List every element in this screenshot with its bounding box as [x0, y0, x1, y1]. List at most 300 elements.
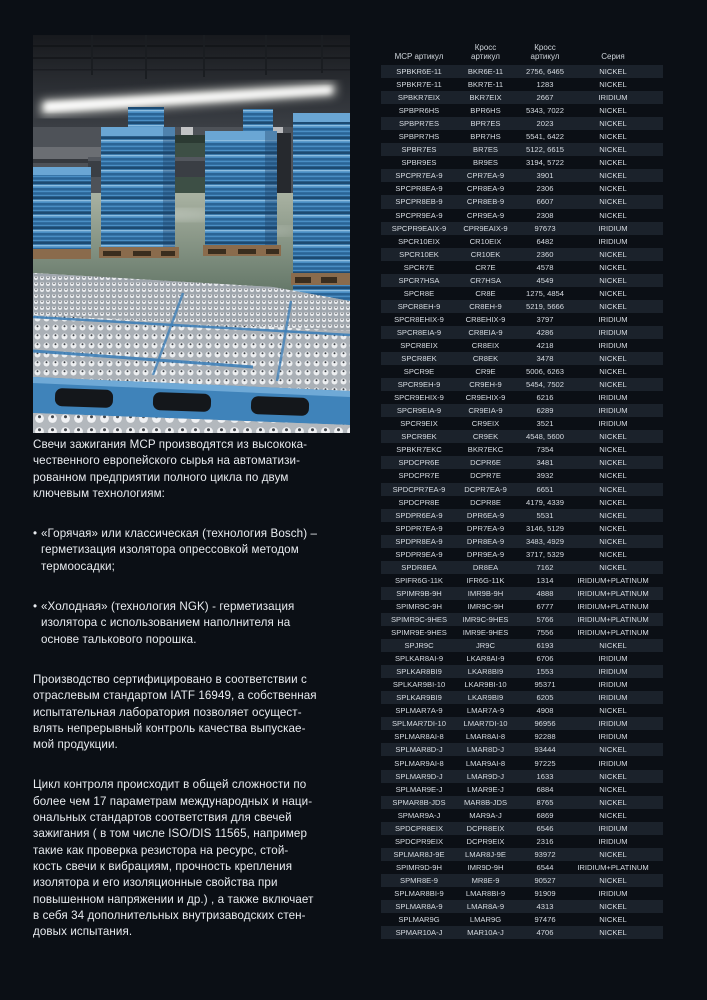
cell-cross-articul-2: 93444 [534, 745, 556, 755]
cell-mcp-articul: SPCR9EHIX-9 [394, 393, 444, 403]
cell-cross-articul-2: 6651 [536, 484, 554, 494]
cell-cross-articul-2: 3481 [536, 458, 554, 468]
cell-seriya: NICKEL [599, 171, 627, 181]
cell-mcp-articul: SPDCPR9EIX [394, 836, 444, 846]
table-row [381, 496, 663, 509]
table-row [381, 378, 663, 391]
cell-cross-articul-1: BKR7E-11 [467, 80, 504, 90]
cell-mcp-articul: SPLMAR8AI-8 [394, 732, 444, 742]
cell-seriya: NICKEL [599, 354, 627, 364]
cell-cross-articul-2: 4218 [536, 341, 554, 350]
cell-cross-articul-1: LMAR8D-J [466, 745, 505, 755]
cell-cross-articul-1: DCPR7EA-9 [464, 484, 507, 494]
cell-mcp-articul: SPLMAR8A-9 [395, 902, 443, 912]
cell-seriya: IRIDIUM [598, 93, 628, 103]
cell-cross-articul-2: 90527 [534, 875, 556, 885]
table-row [381, 104, 663, 117]
cell-seriya: NICKEL [599, 784, 627, 794]
cell-seriya: IRIDIUM [598, 419, 628, 429]
cell-cross-articul-2: 3483, 4929 [525, 536, 564, 546]
cell-seriya: IRIDIUM [598, 314, 628, 324]
table-row [381, 404, 663, 417]
cell-mcp-articul: SPBKR7EIX [397, 93, 441, 103]
cell-cross-articul-1: DR8EA [472, 562, 499, 572]
table-row [381, 796, 663, 809]
cell-cross-articul-2: 7162 [536, 562, 554, 572]
cell-cross-articul-2: 3932 [536, 471, 554, 481]
cell-seriya: IRIDIUM+PLATINUM [577, 614, 649, 624]
paragraph [33, 672, 369, 753]
cell-mcp-articul: SPCR8E [403, 288, 435, 298]
cell-seriya: NICKEL [599, 484, 627, 494]
cell-seriya: IRIDIUM+PLATINUM [577, 575, 649, 585]
cell-cross-articul-2: 4578 [536, 262, 554, 272]
cell-seriya: IRIDIUM+PLATINUM [577, 862, 649, 872]
cell-cross-articul-1: CR8E [475, 288, 496, 298]
cell-cross-articul-1: BR9ES [473, 158, 498, 168]
table-row [381, 770, 663, 783]
table-row [381, 613, 663, 626]
cell-cross-articul-1: IFR6G-11K [466, 575, 505, 585]
cell-seriya: NICKEL [599, 523, 627, 533]
table-row [381, 469, 663, 482]
cell-cross-articul-2: 97476 [534, 915, 556, 925]
cell-seriya: IRIDIUM [598, 667, 628, 677]
cell-seriya: NICKEL [599, 197, 627, 207]
cell-cross-articul-2: 4908 [536, 706, 554, 716]
cell-cross-articul-1: CR9EH-9 [469, 380, 502, 390]
cell-seriya: NICKEL [599, 458, 627, 468]
cell-cross-articul-1: CR8EK [472, 354, 499, 364]
cell-cross-articul-2: 2316 [536, 836, 554, 846]
cell-cross-articul-2: 6777 [536, 601, 554, 611]
cell-cross-articul-1: CPR9EA-9 [466, 210, 505, 220]
cell-cross-articul-2: 3717, 5329 [525, 549, 564, 559]
table-row [381, 235, 663, 248]
table-row [381, 652, 663, 665]
table-row [381, 209, 663, 222]
table-row [381, 91, 663, 104]
cell-mcp-articul: SPCR10EK [399, 249, 439, 259]
cell-mcp-articul: SPCR9EH-9 [397, 380, 441, 390]
cell-seriya: NICKEL [599, 915, 627, 925]
cell-seriya: NICKEL [599, 641, 627, 651]
cell-mcp-articul: SPCR7E [403, 262, 435, 272]
cell-seriya: NICKEL [599, 771, 627, 781]
table-row [381, 456, 663, 469]
cell-cross-articul-2: 6884 [536, 784, 554, 794]
cell-cross-articul-2: 5454, 7502 [525, 380, 564, 390]
table-row [381, 548, 663, 561]
cell-seriya: IRIDIUM+PLATINUM [577, 588, 649, 598]
cell-mcp-articul: SPDCPR8E [398, 497, 440, 507]
cell-mcp-articul: SPMAR8B-JDS [392, 797, 446, 807]
cell-mcp-articul: SPBKR7E-11 [396, 80, 442, 90]
table-row [381, 65, 663, 78]
cell-mcp-articul: SPLMAR8J-9E [393, 849, 445, 859]
cell-cross-articul-2: 2308 [536, 210, 554, 220]
bullet-paragraph [33, 526, 369, 575]
table-row [381, 430, 663, 443]
cell-seriya: IRIDIUM [598, 654, 628, 664]
cell-mcp-articul: SPLMAR9E-J [395, 784, 443, 794]
cell-seriya: NICKEL [599, 745, 627, 755]
cell-seriya: IRIDIUM [598, 836, 628, 846]
table-row [381, 756, 663, 769]
table-row [381, 561, 663, 574]
cell-mcp-articul: SPJR9C [404, 641, 434, 651]
cell-seriya: NICKEL [599, 928, 627, 938]
cell-cross-articul-1: CR8EHIX-9 [465, 314, 506, 324]
cell-seriya: IRIDIUM [598, 680, 628, 690]
cell-mcp-articul: SPBPR7HS [398, 132, 440, 142]
cell-cross-articul-2: 5541, 6422 [525, 132, 564, 142]
cell-cross-articul-2: 6544 [536, 862, 554, 872]
cell-seriya: IRIDIUM [598, 758, 628, 768]
table-row [381, 600, 663, 613]
table-row [381, 417, 663, 430]
cell-cross-articul-1: MAR9A-J [469, 810, 502, 820]
cell-cross-articul-1: LKAR8AI-9 [466, 654, 505, 664]
cell-mcp-articul: SPCR8EH-9 [397, 301, 441, 311]
cell-cross-articul-1: DCPR8E [470, 497, 501, 507]
cell-cross-articul-1: LKAR9BI9 [467, 693, 504, 703]
cell-cross-articul-2: 4313 [536, 902, 554, 912]
cell-mcp-articul: SPLMAR8BI-9 [394, 888, 444, 898]
cell-mcp-articul: SPIMR9E-9HES [391, 628, 447, 638]
table-row [381, 391, 663, 404]
cell-cross-articul-1: CPR8EA-9 [466, 184, 505, 194]
cell-seriya: NICKEL [599, 158, 627, 168]
table-row [381, 300, 663, 313]
cell-cross-articul-2: 6706 [536, 654, 554, 664]
cell-mcp-articul: SPLKAR9BI9 [396, 693, 442, 703]
cell-mcp-articul: SPCPR9EA-9 [395, 210, 443, 220]
cell-cross-articul-1: LKAR9BI-10 [464, 680, 507, 690]
cell-cross-articul-2: 6193 [536, 641, 554, 651]
cell-cross-articul-1: CR8EIA-9 [468, 327, 503, 337]
cell-seriya: NICKEL [599, 67, 627, 77]
cell-cross-articul-1: BKR6E-11 [467, 67, 504, 77]
cell-cross-articul-2: 6546 [536, 823, 554, 833]
intro-text [33, 437, 369, 964]
cell-mcp-articul: SPCPR9EAIX-9 [391, 223, 447, 233]
cell-cross-articul-2: 1314 [536, 575, 554, 585]
cell-seriya: NICKEL [599, 432, 627, 442]
table-row [381, 78, 663, 91]
cell-cross-articul-2: 2360 [536, 249, 554, 259]
cell-seriya: NICKEL [599, 706, 627, 716]
table-row [381, 926, 663, 939]
cell-cross-articul-2: 6289 [536, 406, 554, 416]
cell-mcp-articul: SPCR8EIX [400, 341, 438, 350]
bullet-marker: • [33, 527, 38, 541]
cell-seriya: NICKEL [599, 288, 627, 298]
cell-mcp-articul: SPLMAR7A-9 [395, 706, 443, 716]
paragraph [33, 437, 369, 502]
table-row [381, 509, 663, 522]
paragraph-text: Цикл контроля происходит в общей сложности по более чем 17 параметрам международных и наци- ональных стандартов соответствия для свечей зажигания ( в том числе ISO/DIS 11565, например такие как проверка резистора на ресурс, стой- кость свечи к вибрациям, прочность крепления изолятора и его изоляционные свойства при повышенном напряжении и др.) , а также включает в себя 34 дополнительных внутризаводских стен- довых испытания. [33, 778, 314, 939]
cell-mcp-articul: SPCR9E [403, 367, 435, 377]
cell-seriya: NICKEL [599, 132, 627, 142]
cell-mcp-articul: SPIMR9C-9HES [390, 614, 448, 624]
cell-cross-articul-1: BKR7EKC [467, 445, 504, 455]
cell-cross-articul-2: 5219, 5666 [525, 301, 564, 311]
cell-cross-articul-2: 8765 [536, 797, 554, 807]
table-row [381, 822, 663, 835]
cell-cross-articul-1: MAR8B-JDS [463, 797, 508, 807]
cell-cross-articul-1: CR10EIX [469, 236, 502, 246]
cell-seriya: NICKEL [599, 497, 627, 507]
cell-mcp-articul: SPLKAR8AI-9 [394, 654, 444, 664]
table-row [381, 352, 663, 365]
cell-seriya: NICKEL [599, 549, 627, 559]
table-row [381, 743, 663, 756]
cell-cross-articul-1: CR7HSA [470, 275, 501, 285]
cell-mcp-articul: SPBPR7ES [398, 119, 440, 129]
cell-mcp-articul: SPBPR6HS [398, 106, 440, 116]
cell-seriya: NICKEL [599, 184, 627, 194]
table-row [381, 143, 663, 156]
cell-mcp-articul: SPDPR6EA-9 [395, 510, 443, 520]
cell-seriya: NICKEL [599, 445, 627, 455]
cell-mcp-articul: SPCPR8EA-9 [395, 184, 443, 194]
cell-mcp-articul: SPCR10EIX [398, 236, 440, 246]
cell-mcp-articul: SPMAR10A-J [395, 928, 443, 938]
cell-cross-articul-1: BR7ES [473, 145, 498, 155]
cell-cross-articul-1: DCPR9EIX [466, 836, 505, 846]
cell-cross-articul-1: IMR9C-9H [467, 601, 504, 611]
cell-cross-articul-1: LMAR8J-9E [465, 849, 506, 859]
cell-cross-articul-2: 4286 [536, 327, 554, 337]
cell-seriya: NICKEL [599, 275, 627, 285]
bullet-paragraph [33, 599, 369, 648]
cell-cross-articul-1: IMR9C-9HES [462, 614, 509, 624]
table-row [381, 861, 663, 874]
cell-seriya: IRIDIUM [598, 719, 628, 729]
table-row [381, 535, 663, 548]
cell-seriya: NICKEL [599, 797, 627, 807]
cell-seriya: IRIDIUM+PLATINUM [577, 601, 649, 611]
header-seriya: Серия [601, 52, 625, 62]
cell-mcp-articul: SPMR8E-9 [400, 875, 438, 885]
cell-mcp-articul: SPBR7ES [401, 145, 437, 155]
cell-mcp-articul: SPDCPR7EA-9 [392, 484, 446, 494]
cell-mcp-articul: SPLKAR8BI9 [396, 667, 442, 677]
cell-cross-articul-2: 97673 [534, 223, 556, 233]
cell-cross-articul-2: 3521 [536, 419, 554, 429]
cell-cross-articul-2: 96956 [534, 719, 556, 729]
cell-cross-articul-2: 4706 [536, 928, 554, 938]
cell-seriya: IRIDIUM [598, 693, 628, 703]
table-row [381, 678, 663, 691]
cell-mcp-articul: SPCR7HSA [398, 275, 440, 285]
table-row [381, 900, 663, 913]
cell-seriya: IRIDIUM+PLATINUM [577, 628, 649, 638]
table-row [381, 809, 663, 822]
cell-cross-articul-1: CPR9EAIX-9 [463, 223, 508, 233]
cell-mcp-articul: SPDR8EA [401, 562, 437, 572]
cell-mcp-articul: SPMAR9A-J [397, 810, 441, 820]
cell-seriya: IRIDIUM [598, 327, 628, 337]
cell-cross-articul-2: 4179, 4339 [525, 497, 564, 507]
table-row [381, 169, 663, 182]
cell-cross-articul-1: BPR6HS [470, 106, 501, 116]
cell-mcp-articul: SPDPR8EA-9 [395, 536, 443, 546]
table-row [381, 313, 663, 326]
cell-seriya: NICKEL [599, 380, 627, 390]
cell-cross-articul-2: 6205 [536, 693, 554, 703]
table-row [381, 522, 663, 535]
cell-cross-articul-1: DCPR7E [470, 471, 501, 481]
table-row [381, 848, 663, 861]
cell-mcp-articul: SPIMR9D-9H [396, 862, 442, 872]
table-row [381, 222, 663, 235]
table-row [381, 117, 663, 130]
table-row [381, 874, 663, 887]
table-row [381, 704, 663, 717]
cell-seriya: NICKEL [599, 562, 627, 572]
cell-cross-articul-2: 4888 [536, 588, 554, 598]
cell-cross-articul-2: 92288 [534, 732, 556, 742]
table-row [381, 339, 663, 352]
cell-mcp-articul: SPCR8EK [401, 354, 437, 364]
cell-cross-articul-2: 6216 [536, 393, 554, 403]
cell-cross-articul-1: CR9EIA-9 [468, 406, 503, 416]
cell-cross-articul-2: 93972 [534, 849, 556, 859]
cell-mcp-articul: SPLMAR9AI-8 [394, 758, 444, 768]
cell-mcp-articul: SPDCPR6E [398, 458, 440, 468]
cell-cross-articul-1: CR10EK [470, 249, 501, 259]
cell-seriya: IRIDIUM [598, 223, 628, 233]
cell-cross-articul-1: DPR8EA-9 [466, 536, 505, 546]
cell-seriya: IRIDIUM [598, 823, 628, 833]
cell-mcp-articul: SPLKAR9BI-10 [392, 680, 446, 690]
table-row [381, 783, 663, 796]
table-row [381, 574, 663, 587]
cell-seriya: NICKEL [599, 849, 627, 859]
cell-cross-articul-1: CR7E [475, 262, 496, 272]
cell-seriya: IRIDIUM [598, 732, 628, 742]
table-row [381, 365, 663, 378]
cell-cross-articul-2: 4548, 5600 [525, 432, 564, 442]
cell-mcp-articul: SPDPR9EA-9 [395, 549, 443, 559]
cell-mcp-articul: SPCPR7EA-9 [395, 171, 443, 181]
cell-cross-articul-1: CR8EH-9 [469, 301, 502, 311]
cell-seriya: NICKEL [599, 875, 627, 885]
cell-cross-articul-1: LKAR8BI9 [467, 667, 504, 677]
paragraph-text: Свечи зажигания MCP производятся из высокока- чественного европейского сырья на автоматизи- рованном предприятии полного цикла по двум ключевым технологиям: [33, 438, 308, 500]
cross-reference-table [381, 36, 663, 939]
cell-cross-articul-2: 6482 [536, 236, 554, 246]
cell-mcp-articul: SPDCPR7E [398, 471, 440, 481]
cell-cross-articul-1: LMAR9AI-8 [465, 758, 506, 768]
paragraph-text: «Холодная» (технология NGK) - герметизация изолятора с использованием наполнителя на основе талькового порошка. [41, 600, 295, 646]
cell-mcp-articul: SPDCPR8EIX [394, 823, 444, 833]
cell-seriya: NICKEL [599, 119, 627, 129]
cell-seriya: NICKEL [599, 262, 627, 272]
cell-cross-articul-2: 2667 [536, 93, 554, 103]
table-row [381, 639, 663, 652]
cell-cross-articul-2: 1553 [536, 667, 554, 677]
paragraph-text: Производство сертифицировано в соответствии с отраслевым стандартом IATF 16949, а собственная испытательная лаборатория позволяет осущест- влять непрерывный контроль качества выпускае- мой продукции. [33, 672, 317, 752]
table-header-row [381, 36, 663, 62]
cell-cross-articul-1: DCPR6E [470, 458, 501, 468]
bullet-marker: • [33, 600, 38, 614]
table-row [381, 691, 663, 704]
cell-mcp-articul: SPLMAR9G [398, 915, 440, 925]
table-row [381, 730, 663, 743]
cell-cross-articul-1: CR9EIX [471, 419, 500, 429]
table-row [381, 287, 663, 300]
cell-mcp-articul: SPCPR8EB-9 [395, 197, 443, 207]
cell-cross-articul-1: DPR7EA-9 [466, 523, 505, 533]
table-row [381, 887, 663, 900]
paragraph [33, 777, 369, 940]
header-mcp-articul: MCP артикул [394, 52, 444, 62]
cell-cross-articul-1: BPR7ES [470, 119, 501, 129]
cell-cross-articul-2: 5122, 6615 [525, 145, 564, 155]
cell-mcp-articul: SPLMAR7DI-10 [391, 719, 447, 729]
cell-cross-articul-2: 5531 [536, 510, 554, 520]
table-row [381, 248, 663, 261]
cell-seriya: NICKEL [599, 301, 627, 311]
table-row [381, 587, 663, 600]
cell-cross-articul-2: 3194, 5722 [525, 158, 564, 168]
cell-mcp-articul: SPBR9ES [401, 158, 437, 168]
table-row [381, 326, 663, 339]
cell-mcp-articul: SPCR9EIX [400, 419, 438, 429]
table-row [381, 182, 663, 195]
cell-cross-articul-1: LMAR9G [469, 915, 502, 925]
cell-mcp-articul: SPIMR9B-9H [396, 588, 442, 598]
cell-cross-articul-1: CR9E [475, 367, 496, 377]
cell-cross-articul-2: 7354 [536, 445, 554, 455]
cell-cross-articul-1: LMAR8AI-8 [465, 732, 506, 742]
table-row [381, 483, 663, 496]
cell-cross-articul-1: DPR6EA-9 [466, 510, 505, 520]
table-row [381, 156, 663, 169]
cell-seriya: IRIDIUM [598, 406, 628, 416]
cell-cross-articul-1: IMR9D-9H [467, 862, 504, 872]
cell-cross-articul-1: DCPR8EIX [466, 823, 505, 833]
cell-cross-articul-1: CPR8EB-9 [466, 197, 505, 207]
cell-seriya: NICKEL [599, 106, 627, 116]
cell-cross-articul-2: 3901 [536, 171, 554, 181]
cell-cross-articul-1: LMAR7DI-10 [463, 719, 508, 729]
cell-cross-articul-2: 1283 [536, 80, 554, 90]
cell-seriya: IRIDIUM [598, 236, 628, 246]
cell-mcp-articul: SPIFR6G-11K [395, 575, 443, 585]
cell-cross-articul-2: 7556 [536, 628, 554, 638]
cell-cross-articul-1: JR9C [476, 641, 495, 651]
cell-seriya: IRIDIUM [598, 888, 628, 898]
table-row [381, 835, 663, 848]
cell-cross-articul-1: CPR7EA-9 [466, 171, 505, 181]
cell-seriya: NICKEL [599, 80, 627, 90]
factory-photo [33, 35, 350, 433]
cell-cross-articul-2: 1275, 4854 [525, 288, 564, 298]
cell-mcp-articul: SPCR9EIA-9 [396, 406, 442, 416]
cell-cross-articul-1: IMR9B-9H [467, 588, 504, 598]
cell-mcp-articul: SPLMAR8D-J [395, 745, 443, 755]
header-cross-articul-1: Кросс артикул [471, 43, 500, 62]
cell-cross-articul-2: 3146, 5129 [525, 523, 564, 533]
cell-cross-articul-1: CR8EIX [471, 341, 500, 350]
cell-cross-articul-2: 3797 [536, 314, 554, 324]
cell-cross-articul-2: 5006, 6263 [525, 367, 564, 377]
cell-seriya: NICKEL [599, 471, 627, 481]
